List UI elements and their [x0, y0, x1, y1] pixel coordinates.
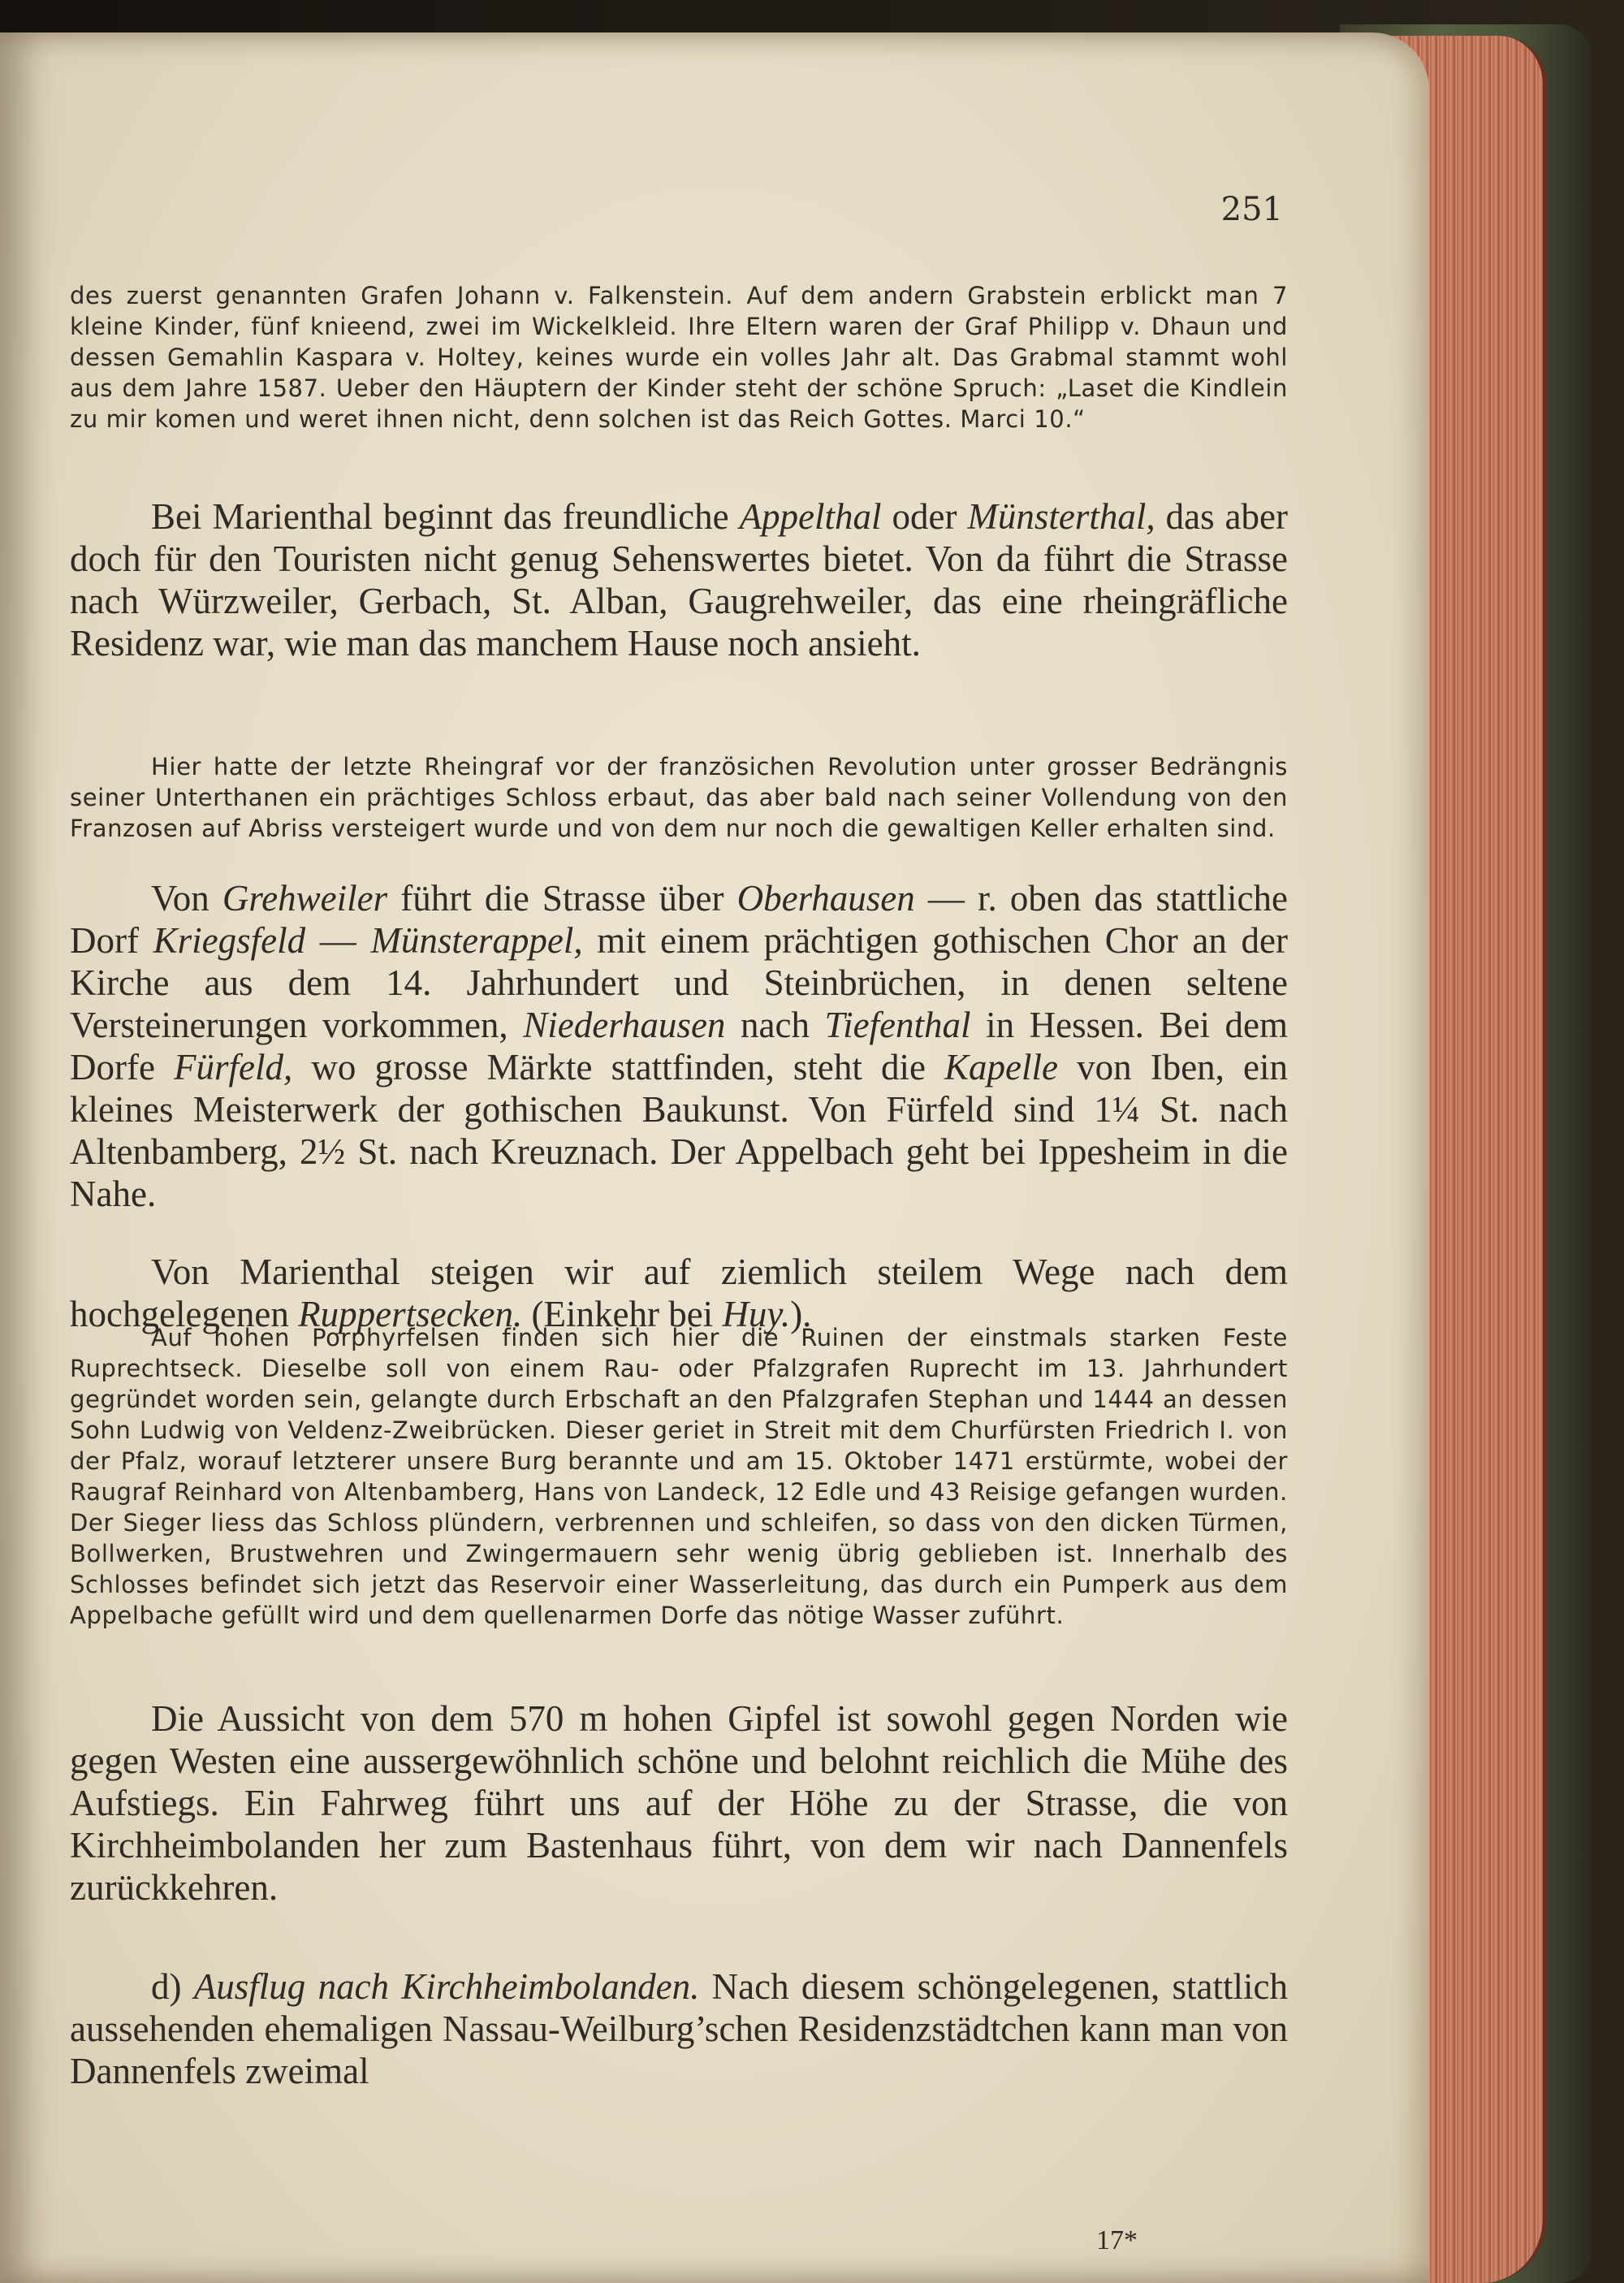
paragraph-ausflug [70, 1965, 1288, 2092]
place-muensterthal: Münsterthal, [967, 496, 1155, 537]
place-grehweiler: Grehweiler [222, 878, 388, 919]
text-run: Bei Marienthal beginnt das freundliche [151, 496, 740, 537]
text-run: führt die Strasse über [387, 878, 737, 919]
place-ruppertsecken: Ruppertsecken. [298, 1294, 523, 1334]
text-run: d) [151, 1966, 194, 2007]
page-number: 251 [1220, 191, 1283, 228]
place-tiefenthal: Tiefenthal [824, 1005, 971, 1045]
place-fuerfeld: Fürfeld, [174, 1047, 293, 1087]
section-title-kirchheimbolanden: Ausflug nach Kirchheimbolanden. [193, 1966, 700, 2007]
text-run: ). [790, 1294, 812, 1334]
text-run: — r. oben das stattliche Dorf [70, 878, 1289, 961]
place-appelthal: Appelthal [739, 496, 882, 537]
place-kapelle: Kapelle [944, 1047, 1059, 1087]
place-muensterappel: Münsterappel, [370, 920, 583, 961]
text-run: das aber doch für den Touristen nicht genug Sehenswertes bietet. Von da führt die Strasse nach Würzweiler, Gerbach, St. Alban, Gaugrehweiler, das eine rheingräfliche Residenz war, wie man das manchem Hause noch ansieht. [70, 496, 1288, 664]
text-run: Von Marienthal steigen wir auf ziemlich steilem Wege nach dem hochgelegenen [70, 1252, 1288, 1334]
text-run: oder [881, 496, 968, 537]
paragraph-small-rheingraf: Hier hatte der letzte Rheingraf vor der französichen Revolution unter grosser Bedrängnis seiner Unterthanen ein prächtiges Schloss erbaut, das aber bald nach seiner Vollendung von den Franzosen auf Abriss versteigert wurde und von dem nur noch die gewaltigen Keller erhalten sind. [70, 753, 1288, 842]
place-oberhausen: Oberhausen [736, 878, 915, 919]
text-run: nach [725, 1005, 825, 1045]
text-run: in Hessen. Bei dem Dorfe [70, 1005, 1289, 1087]
place-kriegsfeld: Kriegsfeld [153, 920, 306, 961]
paragraph-aussicht: Die Aussicht von dem 570 m hohen Gipfel ist sowohl gegen Norden wie gegen Westen eine aussergewöhnlich schöne und belohnt reichlich die Mühe des Aufstiegs. Ein Fahrweg führt uns auf der Höhe zu der Strasse, die von Kirchheimbolanden her zum Bastenhaus führt, von dem wir nach Dannenfels zurückkehren. [70, 1698, 1288, 1908]
text-run: von Iben, ein kleines Meisterwerk der gothischen Baukunst. Von Fürfeld sind 1¼ St. nach Altenbamberg, 2½ St. nach Kreuznach. Der Appelbach geht bei Ippesheim in die Nahe. [70, 1047, 1288, 1214]
text-run: mit einem prächtigen gothischen Chor an der Kirche aus dem 14. Jahrhundert und Steinbrüchen, in denen seltene Versteinerungen vorkommen, [70, 920, 1289, 1045]
paragraph-small-ruprechtseck: Auf hohen Porphyrfelsen finden sich hier die Ruinen der einstmals starken Feste Ruprechtseck. Dieselbe soll von einem Rau- oder Pfalzgrafen Ruprecht im 13. Jahrhundert gegründet worden sein, gelangte durch Erbschaft an den Pfalzgrafen Stephan und 1444 an dessen Sohn Ludwig von Veldenz-Zweibrücken. Dieser geriet in Streit mit dem Churfürsten Friedrich I. von der Pfalz, worauf letzterer unsere Burg berannte und am 15. Oktober 1471 erstürmte, wobei der Raugraf Reinhard von Altenbamberg, Hans von Landeck, 12 Edle und 43 Reisige gefangen wurden. Der Sieger liess das Schloss plündern, verbrennen und schleifen, so dass von den dicken Türmen, Bollwerken, Brustwehren und Zwingermauern sehr wenig übrig geblieben ist. Innerhalb des Schlosses befindet sich jetzt das Reservoir einer Wasserleitung, das durch ein Pumperk aus dem Appelbache gefüllt wird und dem quellenarmen Dorfe das nötige Wasser zuführt. [70, 1324, 1288, 1629]
signature-mark: 17* [1096, 2225, 1138, 2255]
text-run: — [305, 920, 371, 961]
place-niederhausen: Niederhausen [523, 1005, 726, 1045]
text-run: wo grosse Märkte stattfinden, steht die [292, 1047, 945, 1087]
text-run: Von [151, 878, 222, 919]
text-run: (Einkehr bei [522, 1294, 723, 1334]
paragraph-grehweiler [70, 877, 1288, 1215]
book-page [0, 32, 1429, 2283]
paragraph-appelthal [70, 495, 1288, 664]
paragraph-small-1: des zuerst genannten Grafen Johann v. Falkenstein. Auf dem andern Grabstein erblickt man 7 kleine Kinder, fünf knieend, zwei im Wickelkleid. Ihre Eltern waren der Graf Philipp v. Dhaun und dessen Gemahlin Kaspara v. Holtey, keines wurde ein volles Jahr alt. Das Grabmal stammt wohl aus dem Jahre 1587. Ueber den Häuptern der Kinder steht der schöne Spruch: „Laset die Kindlein zu mir komen und weret ihnen nicht, denn solchen ist das Reich Gottes. Marci 10.“ [70, 282, 1288, 433]
inn-huy: Huy. [722, 1294, 791, 1334]
text-run: Nach diesem schöngelegenen, stattlich aussehenden ehemaligen Nassau-Weilburg’schen Residenzstädtchen kann man von Dannenfels zweimal [70, 1966, 1288, 2091]
